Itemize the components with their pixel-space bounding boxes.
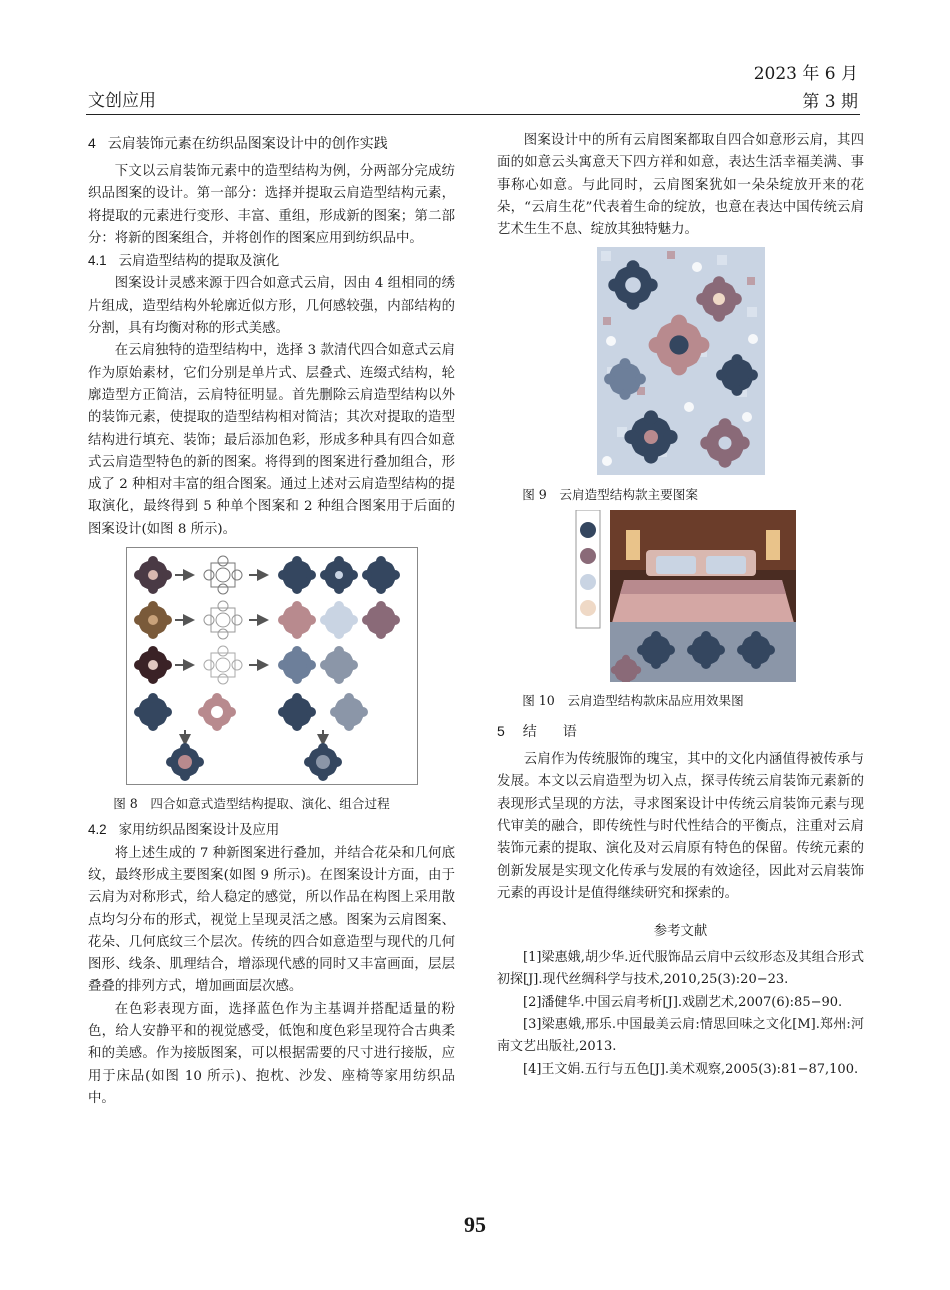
page-number: 95 bbox=[464, 1212, 486, 1237]
figure-10-caption: 图 10 云肩造型结构款床品应用效果图 bbox=[522, 693, 744, 709]
subsection-4-2-number: 4.2 bbox=[88, 822, 107, 838]
subsection-4-1-number: 4.1 bbox=[88, 253, 107, 269]
figure-10-image bbox=[566, 510, 796, 682]
swatch-mauve bbox=[580, 548, 596, 564]
left-column bbox=[88, 130, 455, 1110]
paragraph-pattern-design: 将上述生成的 7 种新图案进行叠加，并结合花朵和几何底纹，最终形成主要图案(如图 9 所示)。在图案设计方面，由于云肩为对称形式，给人稳定的感觉，所以作品在构图上采用散点均匀分布的形式，视觉上呈现灵活之感。图案为云肩图案、花朵、几何底纹三个层次。传统的四合如意造型与现代的几何图形、线条、肌理结合，增添现代感的同时又丰富画面，层层叠叠的排列方式，增加画面层次感。 bbox=[88, 845, 455, 995]
fig8-row-1 bbox=[134, 556, 400, 594]
references-heading: 参考文献 bbox=[653, 924, 708, 940]
reference-item: [4]王文娟.五行与五色[J].美术观察,2005(3):81−87,100. bbox=[523, 1061, 859, 1077]
figure-8-caption: 图 8 四合如意式造型结构提取、演化、组合过程 bbox=[113, 796, 390, 812]
section-4-number: 4 bbox=[88, 135, 96, 151]
paragraph-inspiration: 图案设计灵感来源于四合如意式云肩，因由 4 组相同的绣片组成，造型结构外轮廓近似方形，几何感较强，内部结构的分割，具有均衡对称的形式美感。 bbox=[88, 276, 455, 337]
fig8-row-4 bbox=[134, 693, 368, 744]
figure-10 bbox=[497, 510, 864, 712]
figure-8 bbox=[88, 547, 455, 815]
figure-8-image bbox=[126, 547, 418, 785]
subsection-4-1-title: 云肩造型结构的提取及演化 bbox=[118, 254, 280, 270]
section-5-number: 5 bbox=[497, 723, 511, 740]
paragraph-intro: 下文以云肩装饰元素中的造型结构为例，分两部分完成纺织品图案的设计。第一部分：选择并提取云肩造型结构元素，将提取的元素进行变形、丰富、重组，形成新的图案；第二部分：将新的图案组合，并将创作的图案应用到纺织品中。 bbox=[88, 164, 455, 246]
issue-number: 第 3 期 bbox=[802, 92, 858, 112]
fig8-row-3 bbox=[134, 646, 358, 684]
issue-info bbox=[754, 60, 858, 116]
section-5-heading bbox=[497, 718, 864, 745]
figure-9-image bbox=[597, 247, 765, 475]
journal-section-label: 文创应用 bbox=[88, 91, 156, 111]
color-swatch-palette bbox=[576, 510, 600, 628]
paragraph-symbolism: 图案设计中的所有云肩图案都取自四合如意形云肩，其四面的如意云头寓意天下四方祥和如意，表达生活幸福美满、事事称心如意。与此同时，云肩图案犹如一朵朵绽放开来的花朵，“云肩生花”代表着生命的绽放，也意在表达中国传统云肩艺术生生不息、绽放其独特魅力。 bbox=[497, 133, 864, 238]
paragraph-extraction: 在云肩独特的造型结构中，选择 3 款清代四合如意式云肩作为原始素材，它们分别是单片式、层叠式、连缀式结构，轮廓造型方正简洁，云肩特征明显。首先删除云肩造型结构以外的装饰元素，使提取的造型结构相对简洁；其次对提取的造型结构进行填充、装饰；最后添加色彩，形成多种具有四合如意式云肩造型特色的新的图案。将得到的图案进行叠加组合，形成了 2 种相对丰富的组合图案。通过上述对云肩造型结构的提取演化，最终得到 5 种单个图案和 2 种组合图案用于后面的图案设计(如图 8 所示)。 bbox=[88, 343, 455, 537]
reference-item: [2]潘健华.中国云肩考析[J].戏剧艺术,2007(6):85−90. bbox=[523, 994, 843, 1010]
fig8-row-5 bbox=[166, 743, 342, 781]
figure-9-caption: 图 9 云肩造型结构款主要图案 bbox=[522, 486, 698, 502]
reference-item: [3]梁惠娥,邢乐.中国最美云肩:情思回味之文化[M].郑州:河南文艺出版社,2013. bbox=[497, 1017, 864, 1055]
swatch-navy bbox=[580, 522, 596, 538]
section-5-title: 结 语 bbox=[522, 724, 583, 741]
right-column bbox=[497, 130, 864, 1081]
figure-9 bbox=[497, 247, 864, 505]
section-4-title: 云肩装饰元素在纺织品图案设计中的创作实践 bbox=[107, 136, 388, 152]
subsection-4-2-heading bbox=[88, 819, 455, 842]
issue-date: 2023 年 6 月 bbox=[753, 64, 858, 84]
swatch-lightblue bbox=[580, 574, 596, 590]
reference-item: [1]梁惠娥,胡少华.近代服饰品云肩中云纹形态及其组合形式初探[J].现代丝绸科学与技术,2010,25(3):20−23. bbox=[497, 950, 864, 988]
paragraph-conclusion: 云肩作为传统服饰的瑰宝，其中的文化内涵值得被传承与发展。本文以云肩造型为切入点，探寻传统云肩装饰元素新的表现形式呈现的方法，寻求图案设计中传统云肩装饰元素与现代审美的融合，即传统性与时代性结合的平衡点，注重对云肩装饰元素的提取、演化及对云肩原有特色的保留。传统元素的创新发展是实现文化传承与发展的有效途径，因此对云肩装饰元素的再设计是值得继续研究和探索的。 bbox=[497, 752, 864, 901]
bedroom-scene bbox=[610, 510, 796, 682]
fig8-row-2 bbox=[134, 601, 400, 639]
paragraph-color: 在色彩表现方面，选择蓝色作为主基调并搭配适量的粉色，给人安静平和的视觉感受，低饱和度色彩呈现符合古典柔和的美感。作为接版图案，可以根据需要的尺寸进行接版，应用于床品(如图 10 所示)、抱枕、沙发、座椅等家用纺织品中。 bbox=[88, 1001, 455, 1106]
swatch-cream bbox=[580, 600, 596, 616]
section-4-heading bbox=[88, 130, 455, 157]
header-rule bbox=[86, 114, 860, 115]
subsection-4-1-heading bbox=[88, 250, 455, 273]
subsection-4-2-title: 家用纺织品图案设计及应用 bbox=[118, 823, 280, 839]
